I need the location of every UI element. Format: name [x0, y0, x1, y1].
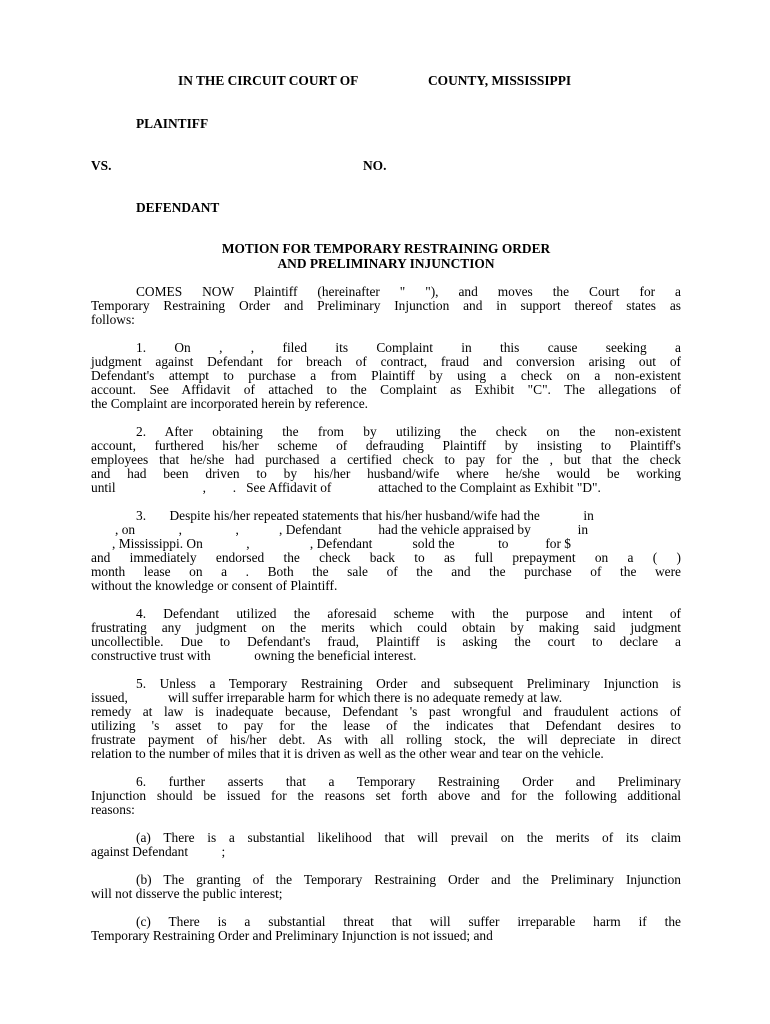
body-line: and had been driven to by his/her husband/wife where he/she would be working [91, 466, 681, 481]
body-line: without the knowledge or consent of Plaintiff. [91, 578, 338, 593]
motion-title-line2: AND PRELIMINARY INJUNCTION [277, 256, 495, 271]
case-number-label: NO. [363, 158, 387, 173]
body-line: month lease on a . Both the sale of the and the purchase of the were [91, 564, 681, 579]
body-line: frustrating any judgment on the merits which could obtain by making said judgment [91, 620, 681, 635]
body-line: employees that he/she had purchased a certified check to pay for the , but that the check [91, 452, 681, 467]
body-line: against Defendant ; [91, 844, 226, 859]
body-line: the Complaint are incorporated herein by reference. [91, 396, 368, 411]
body-line: , on , , , Defendant had the vehicle appraised by in [115, 522, 589, 537]
body-line: utilizing 's asset to pay for the lease of the indicates that Defendant desires to [91, 718, 681, 733]
body-line: 6. further asserts that a Temporary Restraining Order and Preliminary [136, 774, 681, 789]
body-line: account, furthered his/her scheme of defrauding Plaintiff by insisting to Plaintiff's [91, 438, 681, 453]
defendant-label: DEFENDANT [136, 200, 220, 215]
body-line: issued, will suffer irreparable harm for which there is no adequate remedy at law. [91, 690, 563, 705]
body-line: COMES NOW Plaintiff (hereinafter " "), and moves the Court for a [136, 284, 681, 299]
body-line: 3. Despite his/her repeated statements that his/her husband/wife had the in [136, 508, 594, 523]
body-line: judgment against Defendant for breach of contract, fraud and conversion arising out of [91, 354, 681, 369]
body-line: (a) There is a substantial likelihood that will prevail on the merits of its claim [136, 830, 681, 845]
body-line: remedy at law is inadequate because, Defendant 's past wrongful and fraudulent actions of [91, 704, 681, 719]
body-line: (c) There is a substantial threat that will suffer irreparable harm if the [136, 914, 681, 929]
body-line: account. See Affidavit of attached to the Complaint as Exhibit "C". The allegations of [91, 382, 681, 397]
body-line: until , . See Affidavit of attached to the Complaint as Exhibit "D". [91, 480, 601, 495]
body-line: Defendant's attempt to purchase a from Plaintiff by using a check on a non-existent [91, 368, 681, 383]
court-heading-right: COUNTY, MISSISSIPPI [428, 73, 572, 88]
body-line: , Mississippi. On , , Defendant sold the to for $ [112, 536, 571, 551]
plaintiff-label: PLAINTIFF [136, 116, 209, 131]
body-line: Injunction should be issued for the reasons set forth above and for the following additional [91, 788, 681, 803]
body-line: Temporary Restraining Order and Preliminary Injunction is not issued; and [91, 928, 493, 943]
body-line: uncollectible. Due to Defendant's fraud, Plaintiff is asking the court to declare a [91, 634, 681, 649]
body-line: reasons: [91, 802, 135, 817]
body-line: Temporary Restraining Order and Preliminary Injunction and in support thereof states as [91, 298, 681, 313]
body-line: (b) The granting of the Temporary Restraining Order and the Preliminary Injunction [136, 872, 681, 887]
body-line: frustrate payment of his/her debt. As with all rolling stock, the will depreciate in direct [91, 732, 681, 747]
body-line: 4. Defendant utilized the aforesaid scheme with the purpose and intent of [136, 606, 681, 621]
body-line: 2. After obtaining the from by utilizing the check on the non-existent [136, 424, 681, 439]
body-line: will not disserve the public interest; [91, 886, 283, 901]
body-line: 1. On , , filed its Complaint in this cause seeking a [136, 340, 681, 355]
body-line: relation to the number of miles that it is driven as well as the other wear and tear on the vehicle. [91, 746, 604, 761]
body-line: constructive trust with owning the beneficial interest. [91, 648, 417, 663]
motion-title-line1: MOTION FOR TEMPORARY RESTRAINING ORDER [221, 241, 551, 256]
body-line: and immediately endorsed the check back to as full prepayment on a ( ) [91, 550, 681, 565]
body-line: 5. Unless a Temporary Restraining Order and subsequent Preliminary Injunction is [136, 676, 681, 691]
vs-label: VS. [91, 158, 112, 173]
body-line: follows: [91, 312, 135, 327]
court-heading-left: IN THE CIRCUIT COURT OF [178, 73, 359, 88]
